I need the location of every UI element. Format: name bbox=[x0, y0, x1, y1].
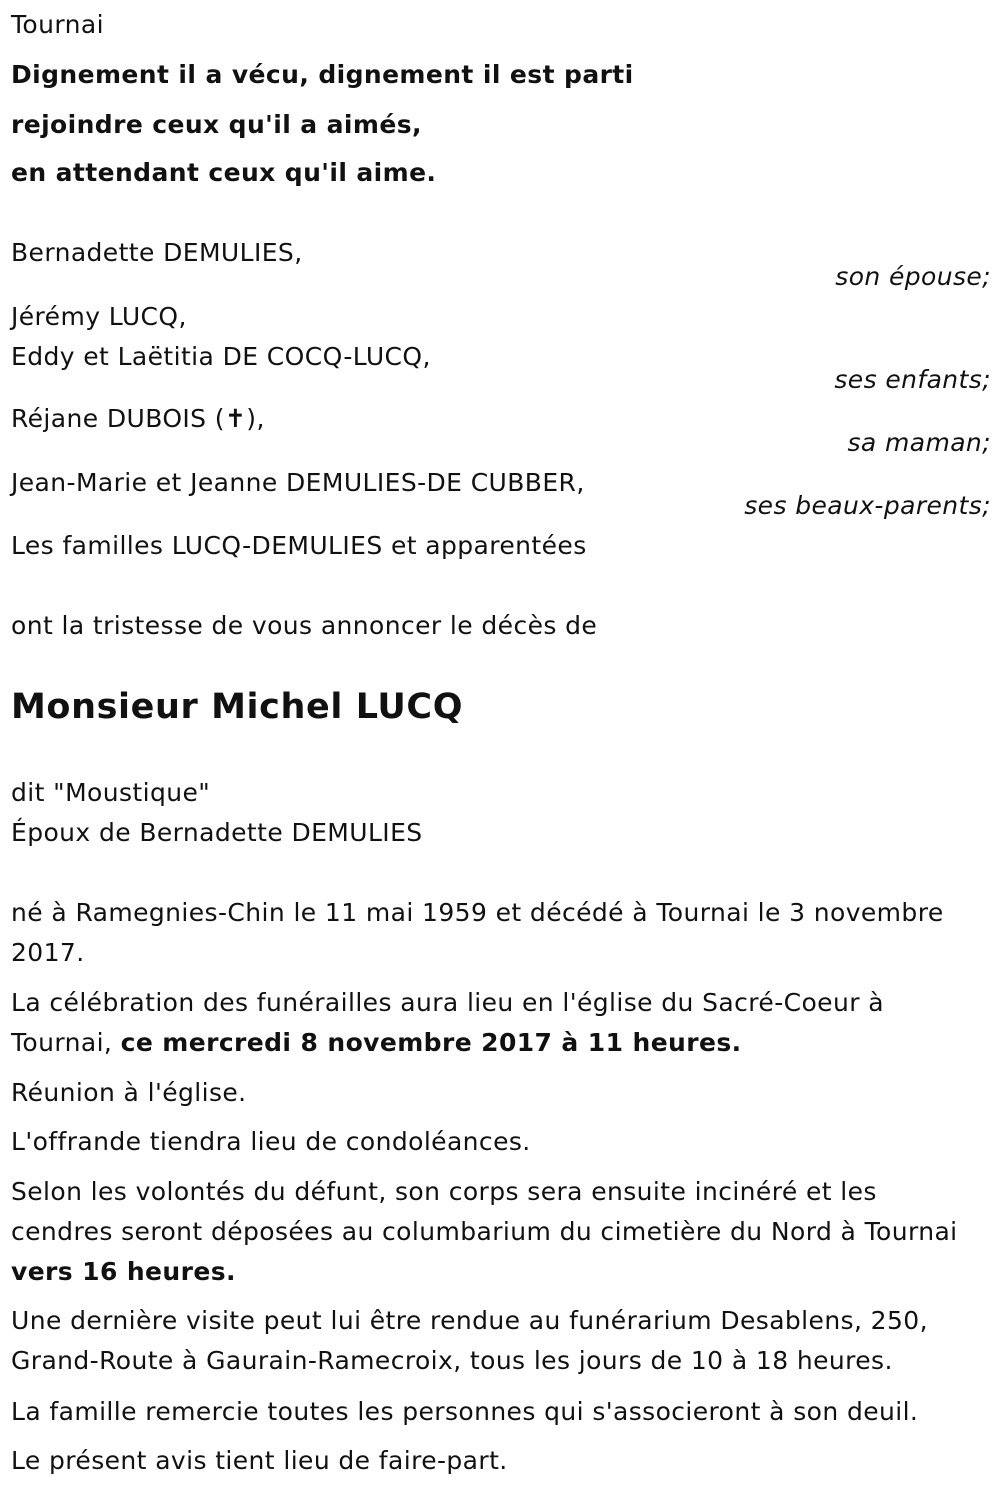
child-name-1: Jérémy LUCQ, bbox=[11, 302, 187, 331]
visit-text: Une dernière visite peut lui être rendue au funérarium Desablens, 250, Grand-Route à Gaurain-Ramecroix, tous les jours de 10 à 18 heures. bbox=[11, 1306, 928, 1375]
funeral-time: ce mercredi 8 novembre 2017 à 11 heures. bbox=[120, 1028, 742, 1057]
mother-role: sa maman; bbox=[847, 428, 991, 457]
offering-text: L'offrande tiendra lieu de condoléances. bbox=[11, 1127, 531, 1156]
in-laws-role: ses beaux-parents; bbox=[744, 491, 991, 520]
meeting-text: Réunion à l'église. bbox=[11, 1078, 247, 1107]
thanks-text: La famille remercie toutes les personnes qui s'associeront à son deuil. bbox=[11, 1397, 919, 1426]
spouse-role: son épouse; bbox=[835, 262, 991, 291]
spouse-of: Époux de Bernadette DEMULIES bbox=[11, 818, 423, 847]
notice-text: Le présent avis tient lieu de faire-part. bbox=[11, 1446, 508, 1475]
cremation-paragraph bbox=[11, 1172, 986, 1292]
cremation-text: Selon les volontés du défunt, son corps sera ensuite incinéré et les cendres seront déposées au columbarium du cimetière du Nord à Tournai bbox=[11, 1177, 958, 1246]
city-label: Tournai bbox=[11, 10, 104, 39]
nickname: dit "Moustique" bbox=[11, 778, 211, 807]
funeral-text: La célébration des funérailles aura lieu en l'église du Sacré-Coeur à Tournai, bbox=[11, 988, 884, 1057]
announcement-intro: ont la tristesse de vous annoncer le décès de bbox=[11, 611, 598, 640]
extended-families: Les familles LUCQ-DEMULIES et apparentées bbox=[11, 531, 587, 560]
cremation-time: vers 16 heures. bbox=[11, 1257, 236, 1286]
epitaph-line-3: en attendant ceux qu'il aime. bbox=[11, 158, 437, 187]
child-name-2: Eddy et Laëtitia DE COCQ-LUCQ, bbox=[11, 342, 431, 371]
funeral-paragraph bbox=[11, 983, 986, 1063]
epitaph-line-2: rejoindre ceux qu'il a aimés, bbox=[11, 110, 422, 139]
in-laws-name: Jean-Marie et Jeanne DEMULIES-DE CUBBER, bbox=[11, 468, 585, 497]
spouse-name: Bernadette DEMULIES, bbox=[11, 238, 303, 267]
birth-death-text: né à Ramegnies-Chin le 11 mai 1959 et décédé à Tournai le 3 novembre 2017. bbox=[11, 898, 944, 967]
mother-name: Réjane DUBOIS (✝), bbox=[11, 404, 265, 433]
deceased-name: Monsieur Michel LUCQ bbox=[11, 687, 464, 727]
children-role: ses enfants; bbox=[834, 365, 991, 394]
epitaph-line-1: Dignement il a vécu, dignement il est parti bbox=[11, 60, 634, 89]
